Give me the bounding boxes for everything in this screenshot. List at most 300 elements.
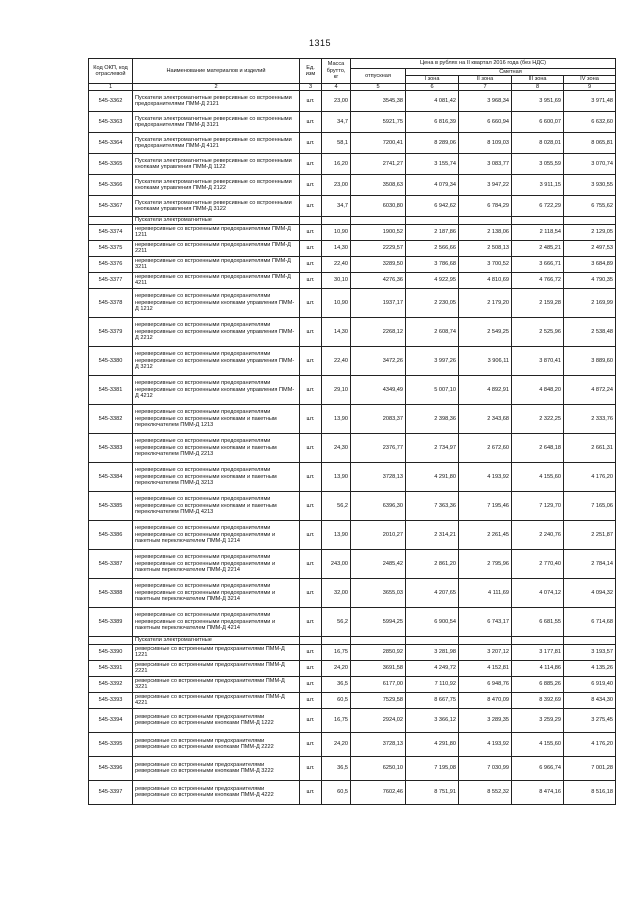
item-mass: 16,75 — [322, 644, 351, 660]
item-price-zone-4: 4 872,24 — [564, 375, 616, 404]
table-row — [89, 756, 616, 780]
item-price-zone-2: 2 261,45 — [459, 520, 512, 549]
item-code: 545-3374 — [89, 224, 133, 240]
item-code: 545-3397 — [89, 780, 133, 804]
item-unit: шт. — [300, 607, 322, 636]
header-mass: Масса брутто, кг — [322, 59, 351, 84]
item-release-price: 7200,41 — [351, 132, 406, 153]
item-release-price: 5921,75 — [351, 111, 406, 132]
item-price-zone-1: 7 110,92 — [406, 676, 459, 692]
item-code: 545-3382 — [89, 404, 133, 433]
table-header — [89, 59, 616, 91]
item-price-zone-4: 2 129,05 — [564, 224, 616, 240]
group-header-row — [89, 216, 616, 224]
item-mass: 24,20 — [322, 732, 351, 756]
item-code: 545-3376 — [89, 256, 133, 272]
group-header-row — [89, 636, 616, 644]
item-unit: шт. — [300, 462, 322, 491]
item-price-zone-3: 7 129,70 — [512, 491, 564, 520]
table-row — [89, 132, 616, 153]
item-name: нереверсивные со встроенными предохранителями ПММ-Д 1211 — [133, 224, 300, 240]
item-price-zone-2: 3 947,22 — [459, 174, 512, 195]
item-mass: 29,10 — [322, 375, 351, 404]
item-price-zone-4: 4 176,20 — [564, 732, 616, 756]
item-price-zone-3: 2 118,54 — [512, 224, 564, 240]
item-price-zone-4: 3 971,48 — [564, 90, 616, 111]
item-price-zone-2: 3 083,77 — [459, 153, 512, 174]
item-price-zone-2: 2 179,20 — [459, 288, 512, 317]
item-price-zone-2: 3 289,35 — [459, 708, 512, 732]
item-price-zone-4: 3 275,45 — [564, 708, 616, 732]
group-empty-cell — [512, 216, 564, 224]
table-row — [89, 174, 616, 195]
item-price-zone-1: 2 314,21 — [406, 520, 459, 549]
item-mass: 60,5 — [322, 692, 351, 708]
header-zone-3: III зона — [512, 76, 564, 83]
item-unit: шт. — [300, 433, 322, 462]
item-price-zone-3: 4 848,20 — [512, 375, 564, 404]
item-price-zone-4: 4 094,32 — [564, 578, 616, 607]
group-empty-cell — [459, 216, 512, 224]
item-price-zone-4: 8 516,18 — [564, 780, 616, 804]
column-number: 6 — [406, 83, 459, 90]
item-price-zone-4: 3 193,57 — [564, 644, 616, 660]
column-number: 2 — [133, 83, 300, 90]
item-price-zone-3: 2 770,40 — [512, 549, 564, 578]
item-price-zone-2: 6 660,94 — [459, 111, 512, 132]
item-code: 545-3367 — [89, 195, 133, 216]
table-row — [89, 256, 616, 272]
item-unit: шт. — [300, 549, 322, 578]
item-price-zone-1: 3 281,98 — [406, 644, 459, 660]
item-price-zone-2: 2 672,60 — [459, 433, 512, 462]
item-price-zone-1: 2 187,86 — [406, 224, 459, 240]
item-price-zone-3: 2 648,18 — [512, 433, 564, 462]
item-price-zone-2: 4 152,81 — [459, 660, 512, 676]
item-code: 545-3377 — [89, 272, 133, 288]
item-price-zone-4: 4 790,35 — [564, 272, 616, 288]
item-code: 545-3395 — [89, 732, 133, 756]
item-price-zone-4: 3 889,60 — [564, 346, 616, 375]
item-release-price: 3545,38 — [351, 90, 406, 111]
item-price-zone-3: 3 666,71 — [512, 256, 564, 272]
item-code: 545-3380 — [89, 346, 133, 375]
item-code: 545-3394 — [89, 708, 133, 732]
item-mass: 10,90 — [322, 288, 351, 317]
table-row — [89, 288, 616, 317]
table-row — [89, 404, 616, 433]
header-code: Код ОКП, код отраслевой — [89, 59, 133, 84]
price-table — [88, 58, 616, 805]
header-unit: Ед. изм — [300, 59, 322, 84]
item-price-zone-4: 2 251,87 — [564, 520, 616, 549]
item-release-price: 6177,00 — [351, 676, 406, 692]
item-price-zone-1: 3 786,68 — [406, 256, 459, 272]
item-price-zone-1: 4 291,80 — [406, 732, 459, 756]
item-price-zone-4: 2 538,48 — [564, 317, 616, 346]
item-name: реверсивные со встроенными предохранителями ПММ-Д 4221 — [133, 692, 300, 708]
item-name: нереверсивные со встроенными предохранителями нереверсивные со встроенными кнопками управления ПММ-Д 3212 — [133, 346, 300, 375]
header-price-title: Цена в рублях на II квартал 2016 года (без НДС) — [351, 59, 616, 69]
item-price-zone-2: 3 906,11 — [459, 346, 512, 375]
item-mass: 23,00 — [322, 174, 351, 195]
table-row — [89, 676, 616, 692]
item-price-zone-1: 4 922,95 — [406, 272, 459, 288]
item-code: 545-3381 — [89, 375, 133, 404]
item-release-price: 2229,57 — [351, 240, 406, 256]
item-price-zone-4: 6 714,68 — [564, 607, 616, 636]
item-price-zone-3: 2 485,21 — [512, 240, 564, 256]
item-release-price: 3691,58 — [351, 660, 406, 676]
item-price-zone-2: 8 552,32 — [459, 780, 512, 804]
item-name: нереверсивные со встроенными предохранителями ПММ-Д 3211 — [133, 256, 300, 272]
header-zone-2: II зона — [459, 76, 512, 83]
item-price-zone-2: 4 193,92 — [459, 462, 512, 491]
group-empty-cell — [351, 216, 406, 224]
group-code-cell — [89, 636, 133, 644]
item-price-zone-4: 3 930,55 — [564, 174, 616, 195]
item-mass: 56,2 — [322, 607, 351, 636]
item-price-zone-1: 5 007,10 — [406, 375, 459, 404]
item-price-zone-4: 3 684,89 — [564, 256, 616, 272]
item-unit: шт. — [300, 224, 322, 240]
table-row — [89, 346, 616, 375]
item-price-zone-1: 4 079,34 — [406, 174, 459, 195]
item-price-zone-4: 6 632,60 — [564, 111, 616, 132]
item-unit: шт. — [300, 195, 322, 216]
item-mass: 13,90 — [322, 520, 351, 549]
item-release-price: 2924,02 — [351, 708, 406, 732]
item-price-zone-1: 4 291,80 — [406, 462, 459, 491]
item-code: 545-3375 — [89, 240, 133, 256]
item-price-zone-2: 3 700,52 — [459, 256, 512, 272]
item-unit: шт. — [300, 692, 322, 708]
item-mass: 24,30 — [322, 433, 351, 462]
item-code: 545-3387 — [89, 549, 133, 578]
item-mass: 16,75 — [322, 708, 351, 732]
table-row — [89, 708, 616, 732]
item-mass: 16,20 — [322, 153, 351, 174]
item-price-zone-3: 2 159,28 — [512, 288, 564, 317]
item-price-zone-2: 2 343,68 — [459, 404, 512, 433]
item-mass: 23,00 — [322, 90, 351, 111]
item-price-zone-4: 2 169,99 — [564, 288, 616, 317]
item-price-zone-2: 4 810,69 — [459, 272, 512, 288]
group-empty-cell — [351, 636, 406, 644]
item-price-zone-4: 7 165,06 — [564, 491, 616, 520]
item-price-zone-4: 2 661,31 — [564, 433, 616, 462]
item-code: 545-3389 — [89, 607, 133, 636]
item-mass: 58,1 — [322, 132, 351, 153]
item-release-price: 5994,25 — [351, 607, 406, 636]
item-price-zone-1: 4 249,72 — [406, 660, 459, 676]
table-row — [89, 780, 616, 804]
item-unit: шт. — [300, 256, 322, 272]
item-code: 545-3363 — [89, 111, 133, 132]
item-price-zone-3: 8 392,69 — [512, 692, 564, 708]
item-name: Пускатели электромагнитные реверсивные со встроенными кнопками управления ПММ-Д 2122 — [133, 174, 300, 195]
item-price-zone-1: 6 942,62 — [406, 195, 459, 216]
item-price-zone-2: 2 508,13 — [459, 240, 512, 256]
item-price-zone-3: 6 885,26 — [512, 676, 564, 692]
item-unit: шт. — [300, 288, 322, 317]
item-price-zone-3: 2 240,76 — [512, 520, 564, 549]
item-code: 545-3393 — [89, 692, 133, 708]
table-row — [89, 491, 616, 520]
item-price-zone-4: 4 176,20 — [564, 462, 616, 491]
item-name: нереверсивные со встроенными предохранителями нереверсивные со встроенными кнопками и пакетным переключателем ПММ-Д 3213 — [133, 462, 300, 491]
header-release: отпускная — [351, 69, 406, 84]
item-mass: 243,00 — [322, 549, 351, 578]
table-row — [89, 375, 616, 404]
header-estimate: Сметная — [406, 69, 616, 76]
item-name: нереверсивные со встроенными предохранителями нереверсивные со встроенными кнопками управления ПММ-Д 1212 — [133, 288, 300, 317]
item-price-zone-2: 8 109,03 — [459, 132, 512, 153]
column-number: 7 — [459, 83, 512, 90]
item-mass: 30,10 — [322, 272, 351, 288]
group-empty-cell — [459, 636, 512, 644]
item-price-zone-3: 3 177,81 — [512, 644, 564, 660]
item-unit: шт. — [300, 153, 322, 174]
item-price-zone-1: 2 734,97 — [406, 433, 459, 462]
column-number: 9 — [564, 83, 616, 90]
item-name: нереверсивные со встроенными предохранителями нереверсивные со встроенными кнопками и пакетным переключателем ПММ-Д 2213 — [133, 433, 300, 462]
item-mass: 56,2 — [322, 491, 351, 520]
item-unit: шт. — [300, 756, 322, 780]
item-mass: 32,00 — [322, 578, 351, 607]
table-row — [89, 692, 616, 708]
item-code: 545-3390 — [89, 644, 133, 660]
item-unit: шт. — [300, 174, 322, 195]
item-mass: 14,30 — [322, 240, 351, 256]
item-unit: шт. — [300, 272, 322, 288]
item-release-price: 6250,10 — [351, 756, 406, 780]
group-title: Пускатели электромагнитные — [133, 636, 300, 644]
header-zone-1: I зона — [406, 76, 459, 83]
item-price-zone-3: 3 055,59 — [512, 153, 564, 174]
item-unit: шт. — [300, 676, 322, 692]
item-price-zone-2: 2 138,06 — [459, 224, 512, 240]
item-unit: шт. — [300, 317, 322, 346]
item-name: реверсивные со встроенными предохранителями реверсивные со встроенными кнопками ПММ-Д 3222 — [133, 756, 300, 780]
group-empty-cell — [300, 636, 322, 644]
item-unit: шт. — [300, 660, 322, 676]
table-row — [89, 607, 616, 636]
item-release-price: 4276,36 — [351, 272, 406, 288]
page-number: 1315 — [308, 38, 332, 48]
item-name: нереверсивные со встроенными предохранителями нереверсивные со встроенными предохранителями и пакетным переключателем ПММ-Д 1214 — [133, 520, 300, 549]
item-price-zone-4: 6 919,40 — [564, 676, 616, 692]
item-mass: 22,40 — [322, 346, 351, 375]
column-number: 8 — [512, 83, 564, 90]
item-name: нереверсивные со встроенными предохранителями нереверсивные со встроенными кнопками и пакетным переключателем ПММ-Д 4213 — [133, 491, 300, 520]
item-mass: 34,7 — [322, 195, 351, 216]
item-price-zone-3: 2 322,25 — [512, 404, 564, 433]
item-mass: 36,5 — [322, 756, 351, 780]
item-unit: шт. — [300, 780, 322, 804]
item-name: Пускатели электромагнитные реверсивные со встроенными предохранителями ПММ-Д 3121 — [133, 111, 300, 132]
item-price-zone-3: 4 155,60 — [512, 462, 564, 491]
item-code: 545-3362 — [89, 90, 133, 111]
item-price-zone-4: 8 065,81 — [564, 132, 616, 153]
item-price-zone-1: 2 861,20 — [406, 549, 459, 578]
item-price-zone-1: 6 900,54 — [406, 607, 459, 636]
item-price-zone-3: 4 155,60 — [512, 732, 564, 756]
item-price-zone-4: 2 784,14 — [564, 549, 616, 578]
item-price-zone-2: 2 795,96 — [459, 549, 512, 578]
item-unit: шт. — [300, 404, 322, 433]
group-empty-cell — [322, 636, 351, 644]
item-price-zone-4: 8 434,30 — [564, 692, 616, 708]
column-number: 3 — [300, 83, 322, 90]
item-mass: 14,30 — [322, 317, 351, 346]
item-release-price: 2083,37 — [351, 404, 406, 433]
group-empty-cell — [564, 216, 616, 224]
item-code: 545-3392 — [89, 676, 133, 692]
table-row — [89, 224, 616, 240]
group-title: Пускатели электромагнитные — [133, 216, 300, 224]
item-release-price: 1937,17 — [351, 288, 406, 317]
table-row — [89, 644, 616, 660]
item-name: Пускатели электромагнитные реверсивные со встроенными предохранителями ПММ-Д 4121 — [133, 132, 300, 153]
item-price-zone-3: 4 114,86 — [512, 660, 564, 676]
item-unit: шт. — [300, 732, 322, 756]
item-price-zone-1: 8 667,75 — [406, 692, 459, 708]
item-price-zone-2: 6 784,29 — [459, 195, 512, 216]
item-name: Пускатели электромагнитные реверсивные со встроенными кнопками управления ПММ-Д 1122 — [133, 153, 300, 174]
item-price-zone-3: 8 028,01 — [512, 132, 564, 153]
item-release-price: 2268,12 — [351, 317, 406, 346]
item-price-zone-1: 6 816,39 — [406, 111, 459, 132]
group-empty-cell — [512, 636, 564, 644]
item-release-price: 3472,26 — [351, 346, 406, 375]
item-price-zone-1: 4 207,65 — [406, 578, 459, 607]
group-empty-cell — [564, 636, 616, 644]
item-code: 545-3391 — [89, 660, 133, 676]
item-price-zone-2: 7 030,99 — [459, 756, 512, 780]
table-row — [89, 272, 616, 288]
item-price-zone-1: 3 997,26 — [406, 346, 459, 375]
item-name: реверсивные со встроенными предохранителями реверсивные со встроенными кнопками ПММ-Д 4222 — [133, 780, 300, 804]
item-release-price: 6030,80 — [351, 195, 406, 216]
item-price-zone-3: 6 681,55 — [512, 607, 564, 636]
item-price-zone-4: 4 135,26 — [564, 660, 616, 676]
item-release-price: 7602,46 — [351, 780, 406, 804]
item-price-zone-1: 8 751,91 — [406, 780, 459, 804]
item-release-price: 3728,13 — [351, 732, 406, 756]
item-release-price: 2485,42 — [351, 549, 406, 578]
item-price-zone-2: 3 968,34 — [459, 90, 512, 111]
item-price-zone-2: 4 111,69 — [459, 578, 512, 607]
item-release-price: 2850,92 — [351, 644, 406, 660]
item-release-price: 6396,30 — [351, 491, 406, 520]
item-price-zone-4: 2 333,76 — [564, 404, 616, 433]
item-price-zone-3: 6 722,29 — [512, 195, 564, 216]
item-mass: 13,90 — [322, 462, 351, 491]
item-price-zone-3: 3 870,41 — [512, 346, 564, 375]
item-name: нереверсивные со встроенными предохранителями нереверсивные со встроенными кнопками и пакетным переключателем ПММ-Д 1213 — [133, 404, 300, 433]
item-release-price: 3728,13 — [351, 462, 406, 491]
item-code: 545-3386 — [89, 520, 133, 549]
item-price-zone-2: 6 743,17 — [459, 607, 512, 636]
header-zone-4: IV зона — [564, 76, 616, 83]
item-name: реверсивные со встроенными предохранителями ПММ-Д 3221 — [133, 676, 300, 692]
item-unit: шт. — [300, 520, 322, 549]
item-price-zone-1: 2 398,36 — [406, 404, 459, 433]
table-row — [89, 578, 616, 607]
column-number: 4 — [322, 83, 351, 90]
table-row — [89, 195, 616, 216]
item-name: реверсивные со встроенными предохранителями ПММ-Д 2221 — [133, 660, 300, 676]
table-row — [89, 660, 616, 676]
item-price-zone-2: 4 193,92 — [459, 732, 512, 756]
item-name: нереверсивные со встроенными предохранителями нереверсивные со встроенными кнопками управления ПММ-Д 2212 — [133, 317, 300, 346]
item-unit: шт. — [300, 375, 322, 404]
group-empty-cell — [406, 216, 459, 224]
item-price-zone-3: 6 600,07 — [512, 111, 564, 132]
item-price-zone-3: 4 074,12 — [512, 578, 564, 607]
item-name: нереверсивные со встроенными предохранителями нереверсивные со встроенными кнопками управления ПММ-Д 4212 — [133, 375, 300, 404]
table-row — [89, 90, 616, 111]
item-name: нереверсивные со встроенными предохранителями нереверсивные со встроенными предохранителями и пакетным переключателем ПММ-Д 4214 — [133, 607, 300, 636]
table-row — [89, 433, 616, 462]
item-unit: шт. — [300, 578, 322, 607]
item-price-zone-1: 3 155,74 — [406, 153, 459, 174]
item-code: 545-3378 — [89, 288, 133, 317]
item-code: 545-3365 — [89, 153, 133, 174]
item-price-zone-4: 7 001,28 — [564, 756, 616, 780]
item-name: реверсивные со встроенными предохранителями ПММ-Д 1221 — [133, 644, 300, 660]
item-price-zone-3: 3 259,29 — [512, 708, 564, 732]
item-price-zone-2: 6 948,76 — [459, 676, 512, 692]
item-mass: 36,5 — [322, 676, 351, 692]
item-release-price: 3655,03 — [351, 578, 406, 607]
item-mass: 10,90 — [322, 224, 351, 240]
item-price-zone-1: 7 363,36 — [406, 491, 459, 520]
item-unit: шт. — [300, 491, 322, 520]
table-row — [89, 732, 616, 756]
item-price-zone-2: 3 207,12 — [459, 644, 512, 660]
item-price-zone-4: 6 755,62 — [564, 195, 616, 216]
item-name: Пускатели электромагнитные реверсивные со встроенными кнопками управления ПММ-Д 3122 — [133, 195, 300, 216]
item-release-price: 2010,27 — [351, 520, 406, 549]
item-price-zone-2: 8 470,09 — [459, 692, 512, 708]
item-price-zone-1: 2 608,74 — [406, 317, 459, 346]
item-unit: шт. — [300, 240, 322, 256]
item-price-zone-1: 4 081,42 — [406, 90, 459, 111]
column-number: 5 — [351, 83, 406, 90]
item-mass: 34,7 — [322, 111, 351, 132]
item-unit: шт. — [300, 708, 322, 732]
item-release-price: 3289,50 — [351, 256, 406, 272]
column-numbers-row — [89, 83, 616, 90]
item-release-price: 3508,63 — [351, 174, 406, 195]
item-code: 545-3379 — [89, 317, 133, 346]
item-price-zone-3: 8 474,16 — [512, 780, 564, 804]
item-name: нереверсивные со встроенными предохранителями нереверсивные со встроенными предохранителями и пакетным переключателем ПММ-Д 2214 — [133, 549, 300, 578]
item-name: реверсивные со встроенными предохранителями реверсивные со встроенными кнопками ПММ-Д 2222 — [133, 732, 300, 756]
item-unit: шт. — [300, 90, 322, 111]
table-row — [89, 317, 616, 346]
item-release-price: 7529,58 — [351, 692, 406, 708]
table-row — [89, 240, 616, 256]
item-name: нереверсивные со встроенными предохранителями ПММ-Д 2211 — [133, 240, 300, 256]
item-price-zone-1: 2 230,05 — [406, 288, 459, 317]
item-unit: шт. — [300, 132, 322, 153]
item-price-zone-1: 3 366,12 — [406, 708, 459, 732]
item-unit: шт. — [300, 346, 322, 375]
item-code: 545-3383 — [89, 433, 133, 462]
